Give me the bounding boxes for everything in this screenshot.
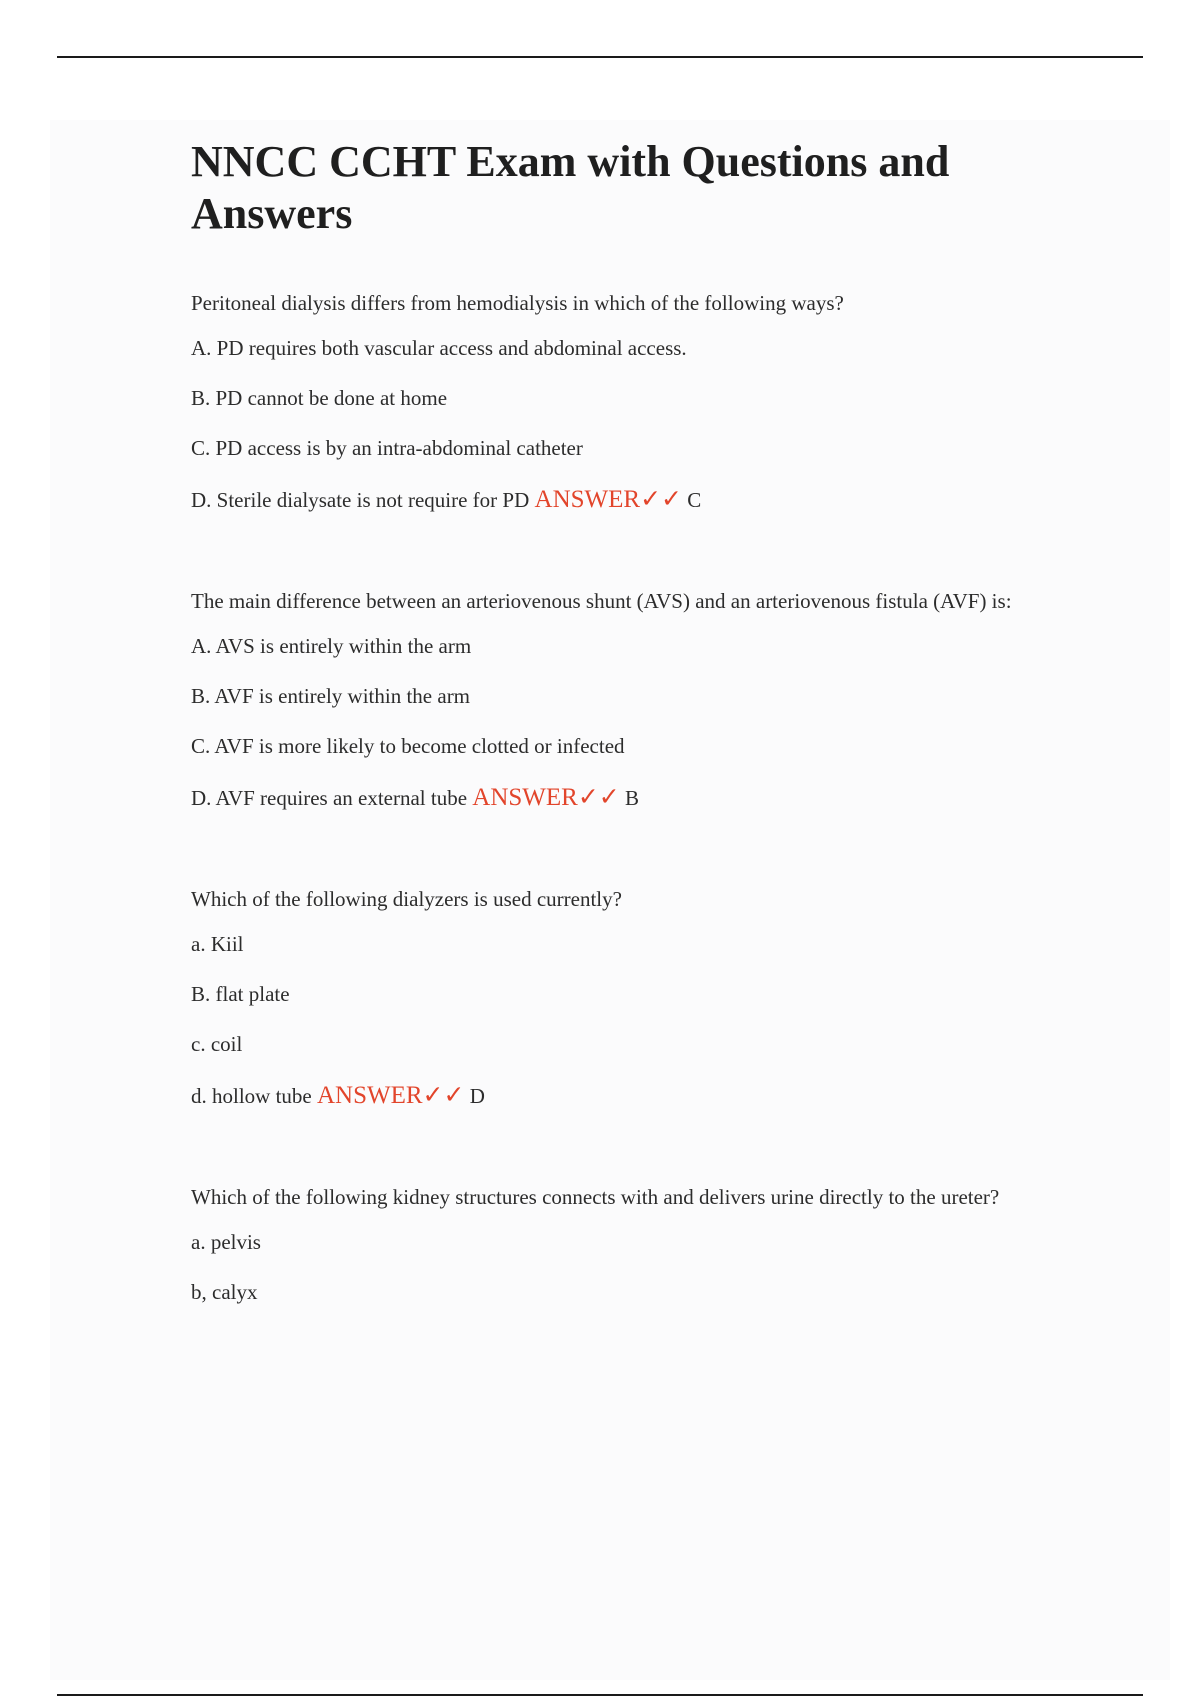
option: a. pelvis <box>191 1230 261 1254</box>
page-title: NNCC CCHT Exam with Questions and Answers <box>191 137 950 238</box>
answer-marker: ANSWER✓✓ <box>317 1082 465 1109</box>
question-2 <box>191 581 1021 813</box>
document-content <box>191 136 1021 1307</box>
answer-letter: B <box>625 786 640 810</box>
option: C. AVF is more likely to become clotted or infected <box>191 734 625 758</box>
option: A. PD requires both vascular access and abdominal access. <box>191 336 687 360</box>
answer-letter: C <box>687 488 702 512</box>
answer-line <box>191 463 1021 515</box>
option: a. Kiil <box>191 932 244 956</box>
answer-marker: ANSWER✓✓ <box>472 784 620 811</box>
option: b, calyx <box>191 1280 258 1304</box>
option: C. PD access is by an intra-abdominal catheter <box>191 436 583 460</box>
answer-marker: ANSWER✓✓ <box>534 486 682 513</box>
option: B. flat plate <box>191 982 290 1006</box>
answer-line <box>191 761 1021 813</box>
question-text: Which of the following dialyzers is used currently? <box>191 887 622 911</box>
option: B. PD cannot be done at home <box>191 386 448 410</box>
question-1 <box>191 283 1021 515</box>
question-text: The main difference between an arteriovenous shunt (AVS) and an arteriovenous fistula (AVF) is: <box>191 589 1012 613</box>
option: A. AVS is entirely within the arm <box>191 634 472 658</box>
question-3 <box>191 879 1021 1111</box>
option: B. AVF is entirely within the arm <box>191 684 471 708</box>
question-4 <box>191 1177 1021 1307</box>
option: D. Sterile dialysate is not require for PD <box>191 488 530 512</box>
bottom-rule <box>57 1694 1143 1696</box>
option: d. hollow tube <box>191 1084 312 1108</box>
question-text: Peritoneal dialysis differs from hemodialysis in which of the following ways? <box>191 291 844 315</box>
answer-line <box>191 1059 1021 1111</box>
top-rule <box>57 56 1143 58</box>
option: c. coil <box>191 1032 243 1056</box>
answer-letter: D <box>469 1084 485 1108</box>
question-text: Which of the following kidney structures connects with and delivers urine directly to the ureter? <box>191 1185 1000 1209</box>
option: D. AVF requires an external tube <box>191 786 468 810</box>
